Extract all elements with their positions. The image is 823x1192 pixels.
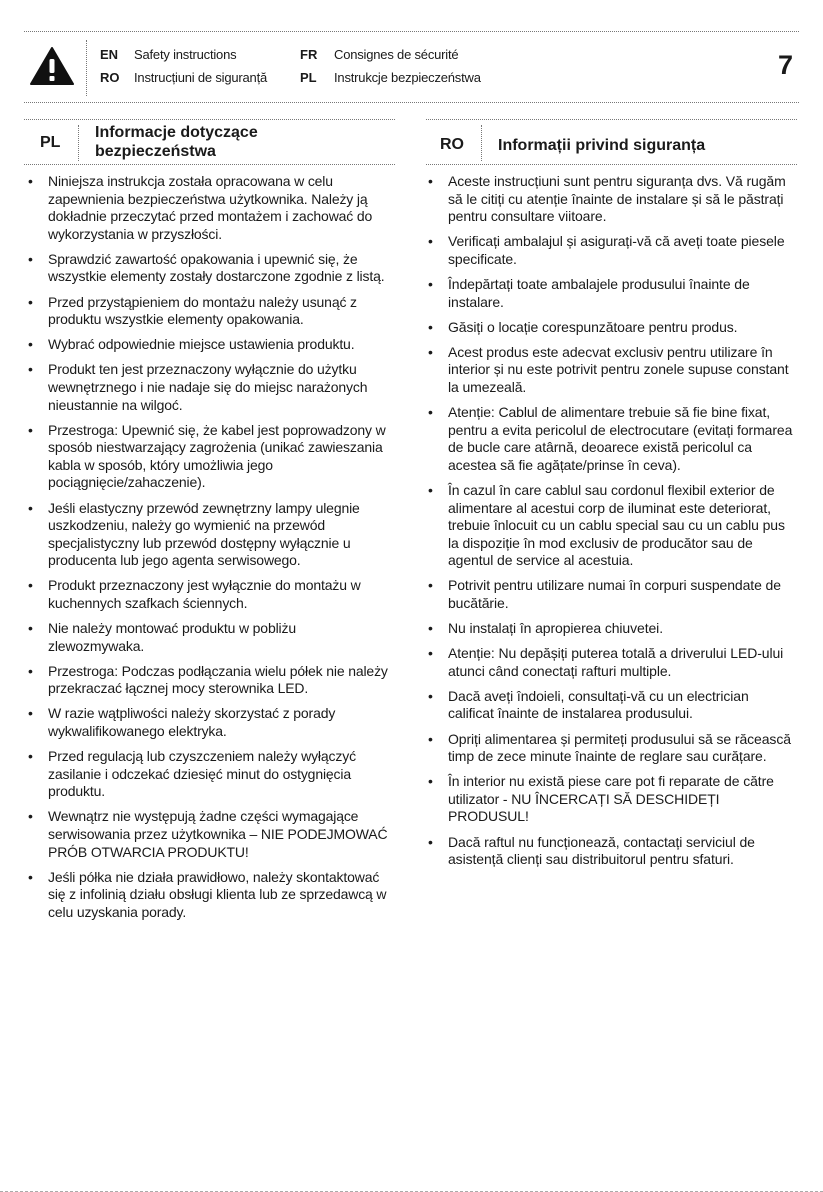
list-item: • Jeśli półka nie działa prawidłowo, należy skontaktować się z infolinią działu obsługi klienta lub ze sprzedawcą w celu uzyskania porady. [25,869,395,922]
pl-title-line-2: bezpieczeństwa [95,143,216,160]
lang-code-fr: FR [300,47,318,62]
page-number: 7 [777,50,793,80]
list-item: • Przed przystąpieniem do montażu należy usunąć z produktu wszystkie elementy opakowania. [25,294,395,329]
list-item: • Verificați ambalajul și asigurați-vă că aveți toate piesele specificate. [425,233,797,268]
lang-code-pl: PL [300,70,317,85]
header-top-divider [24,31,799,32]
list-item: • Przestroga: Upewnić się, że kabel jest poprowadzony w sposób niestwarzający zagrożenia (unikać zawieszania kabla w sposób, który umożliwia jego pociągnięcie/zahaczenie). [25,422,395,492]
ro-heading-vertical-divider [481,125,482,161]
ro-heading-top-divider [426,119,797,120]
pl-section-title [95,123,258,161]
lang-title-ro: Instrucțiuni de siguranță [134,70,268,85]
pl-heading-top-divider [24,119,395,120]
header-bottom-divider [24,102,799,103]
list-item: • Niniejsza instrukcja została opracowana w celu zapewnienia bezpieczeństwa użytkownika. Należy ją dokładnie przeczytać przed montażem i zachować do wykorzystania w przyszłości. [25,173,395,243]
list-item: • Potrivit pentru utilizare numai în corpuri suspendate de bucătărie. [425,577,797,612]
pl-title-line-1: Informacje dotyczące [95,124,258,141]
ro-heading-bottom-divider [426,164,797,165]
list-item: • W razie wątpliwości należy skorzystać z porady wykwalifikowanego elektryka. [25,705,395,740]
list-item: • Acest produs este adecvat exclusiv pentru utilizare în interior și nu este potrivit pentru zonele supuse constant la umezeală. [425,344,797,397]
lang-title-pl: Instrukcje bezpieczeństwa [334,70,481,85]
header-vertical-divider [86,40,87,96]
list-item: • Dacă aveți îndoieli, consultați-vă cu un electrician calificat înainte de instalarea produsului. [425,688,797,723]
lang-title-en: Safety instructions [134,47,237,62]
ro-section-code: RO [440,136,464,153]
list-item: • Sprawdzić zawartość opakowania i upewnić się, że wszystkie elementy zostały dostarczone zgodnie z listą. [25,251,395,286]
list-item: • Przed regulacją lub czyszczeniem należy wyłączyć zasilanie i odczekać dziesięć minut do ostygnięcia produktu. [25,748,395,801]
list-item: • Atenție: Nu depășiți puterea totală a driverului LED-ului atunci când conectați rafturi multiple. [425,645,797,680]
list-item: • Produkt ten jest przeznaczony wyłącznie do użytku wewnętrznego i nie nadaje się do miejsc narażonych nieustannie na wilgoć. [25,361,395,414]
list-item: • Îndepărtați toate ambalajele produsului înainte de instalare. [425,276,797,311]
list-item: • Nie należy montować produktu w pobliżu zlewozmywaka. [25,620,395,655]
list-item: • În interior nu există piese care pot fi reparate de către utilizator - NU ÎNCERCAȚI SĂ DESCHIDEȚI PRODUSUL! [425,773,797,826]
list-item: • Wewnątrz nie występują żadne części wymagające serwisowania przez użytkownika – NIE PODEJMOWAĆ PRÓB OTWARCIA PRODUKTU! [25,808,395,861]
pl-heading-bottom-divider [24,164,395,165]
list-item: • Produkt przeznaczony jest wyłącznie do montażu w kuchennych szafkach ściennych. [25,577,395,612]
lang-code-ro: RO [100,70,120,85]
list-item: • Atenție: Cablul de alimentare trebuie să fie bine fixat, pentru a evita pericolul de electrocutare (evitați formarea de bucle care atârnă, deoarece există pericolul ca acestea să fie agățate/prinse în ceva). [425,404,797,474]
list-item: • Przestroga: Podczas podłączania wielu półek nie należy przekraczać łącznej mocy sterownika LED. [25,663,395,698]
list-item: • Nu instalați în apropierea chiuvetei. [425,620,797,638]
pl-safety-list [25,173,395,929]
list-item: • Wybrać odpowiednie miejsce ustawienia produktu. [25,336,395,354]
pl-section-code: PL [40,134,61,151]
list-item: • Aceste instrucțiuni sunt pentru siguranța dvs. Vă rugăm să le citiți cu atenție înainte de instalare și să le păstrați pentru consultare viitoare. [425,173,797,226]
pl-heading-vertical-divider [78,125,79,161]
list-item: • În cazul în care cablul sau cordonul flexibil exterior de alimentare al acestui corp de iluminat este deteriorat, trebuie înlocuit cu un cablu special sau cu un cablu pus la dispoziție în mod exclusiv de producător sau de agentul de service al acestuia. [425,482,797,570]
ro-safety-list [425,173,797,876]
list-item: • Găsiți o locație corespunzătoare pentru produs. [425,319,797,337]
warning-triangle-icon [30,46,74,86]
list-item: • Dacă raftul nu funcționează, contactați serviciul de asistență clienți sau distribuitorul pentru sfaturi. [425,834,797,869]
lang-title-fr: Consignes de sécurité [334,47,459,62]
list-item: • Opriți alimentarea și permiteți produsului să se răcească timp de zece minute înainte de reglare sau curățare. [425,731,797,766]
list-item: • Jeśli elastyczny przewód zewnętrzny lampy ulegnie uszkodzeniu, należy go wymienić na przewód specjalistyczny lub przewód dostępny wyłącznie u producenta lub jego agenta serwisowego. [25,500,395,570]
ro-section-title: Informații privind siguranța [498,137,706,154]
lang-code-en: EN [100,47,119,62]
